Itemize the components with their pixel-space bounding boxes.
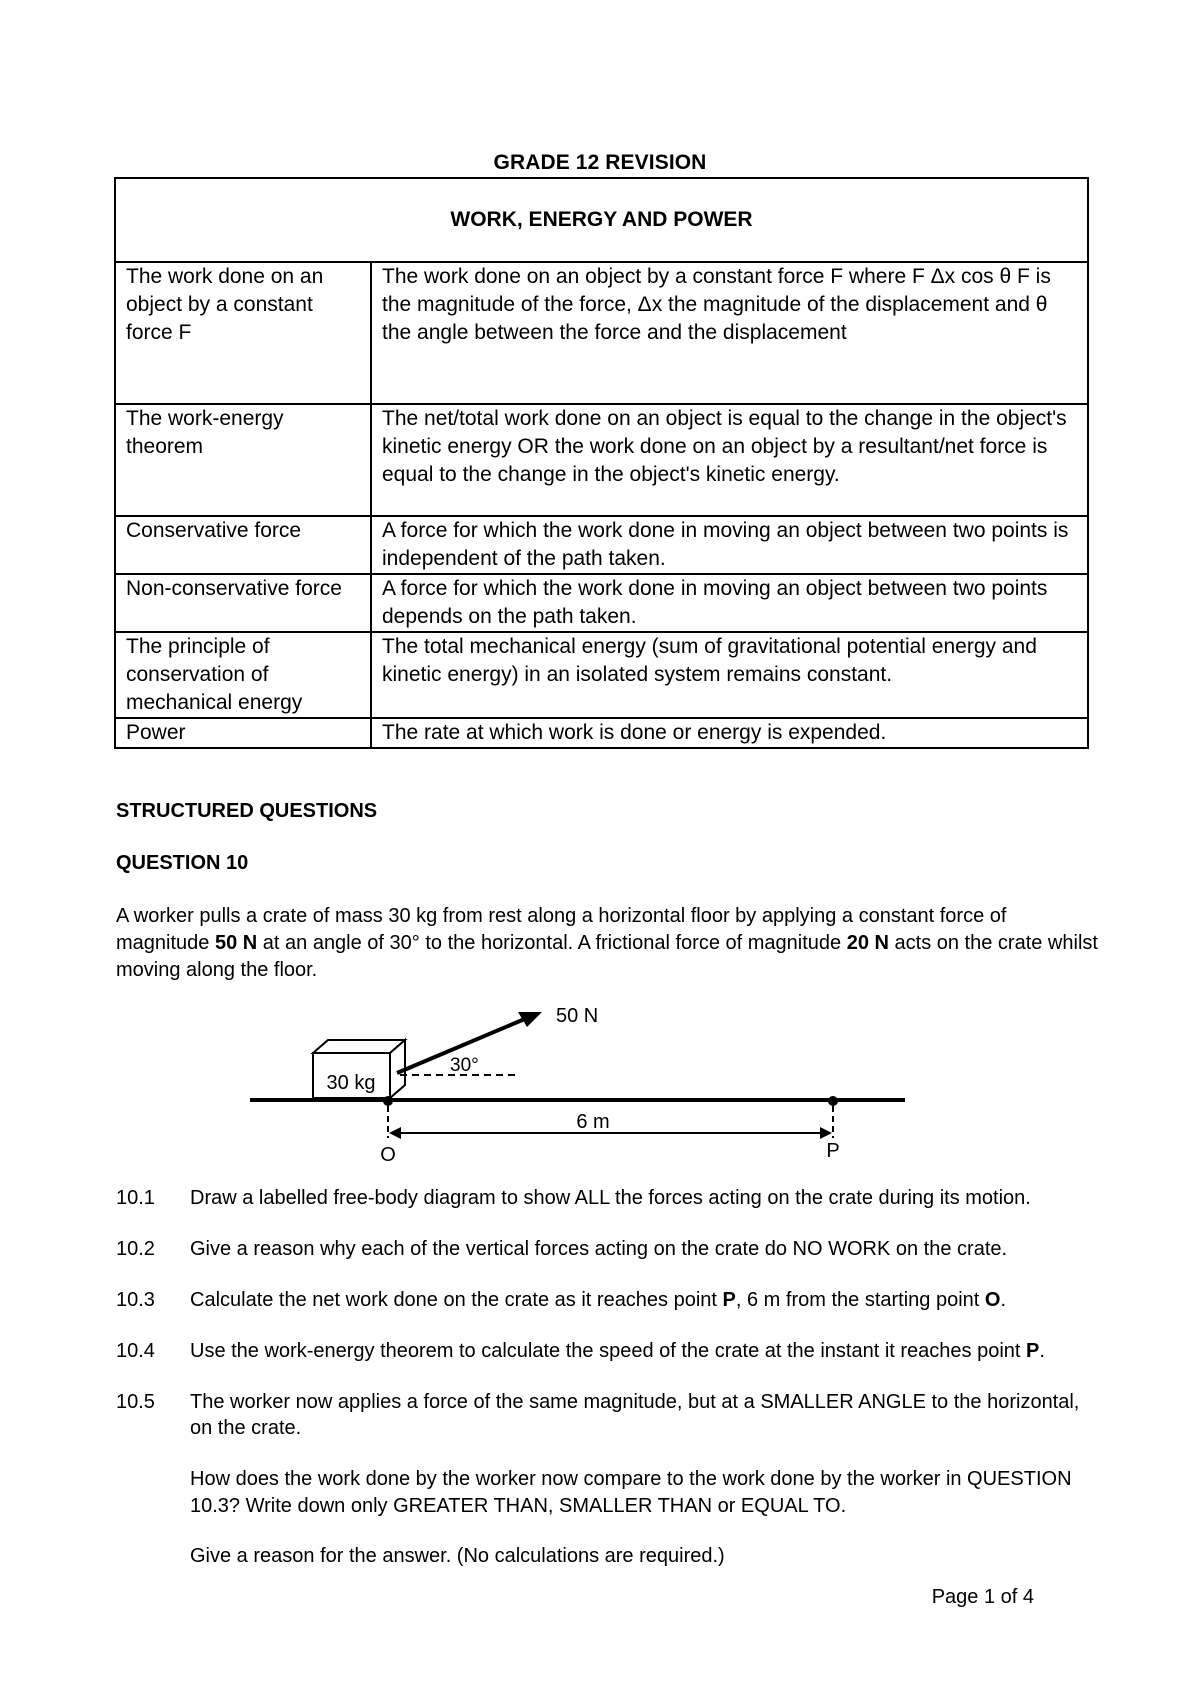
intro-text: at an angle of 30° to the horizontal. A frictional force of magnitude [257, 932, 847, 954]
table-row [115, 718, 1088, 748]
question-text-part: . [1000, 1289, 1007, 1311]
point-p-marker [828, 1096, 838, 1106]
crate-mass-label: 30 kg [326, 1072, 376, 1094]
term-cell: Power [115, 718, 371, 748]
distance-label: 6 m [576, 1111, 610, 1133]
intro-text: A worker pulls a crate of mass 30 kg from rest along a horizontal floor by applying a constant force of magnitude [116, 905, 1007, 954]
definition-cell: The rate at which work is done or energy is expended. [371, 718, 1088, 748]
table-header-row [115, 178, 1088, 262]
question-number: 10.1 [116, 1187, 155, 1209]
definition-cell: A force for which the work done in moving an object between two points is independent of the path taken. [371, 516, 1088, 574]
table-row [115, 404, 1088, 516]
point-p-label: P [826, 1140, 840, 1162]
definitions-table [114, 177, 1089, 749]
term-cell: The work-energy theorem [115, 404, 371, 516]
angle-label: 30° [450, 1055, 479, 1076]
term-cell: The principle of conservation of mechanical energy [115, 632, 371, 718]
question-item [116, 1236, 1096, 1262]
question-item [116, 1287, 1096, 1313]
question-text [190, 1287, 1096, 1313]
point-o-label: O [380, 1144, 396, 1166]
definition-cell: The work done on an object by a constant force F where F Δx cos θ F is the magnitude of the force, Δx the magnitude of the displacement and θ the angle between the force and the displacement [371, 262, 1088, 404]
table-row [115, 262, 1088, 404]
intro-bold-friction: 20 N [846, 932, 889, 954]
question-item [116, 1185, 1096, 1211]
table-row [115, 632, 1088, 718]
definition-cell: The total mechanical energy (sum of gravitational potential energy and kinetic energy) in an isolated system remains constant. [371, 632, 1088, 718]
question-text: The worker now applies a force of the same magnitude, but at a SMALLER ANGLE to the horizontal, on the crate. [190, 1391, 1080, 1439]
question-text [190, 1338, 1096, 1364]
question-item [116, 1389, 1096, 1441]
term-cell: The work done on an object by a constant force F [115, 262, 371, 404]
intro-text: acts on the crate whilst moving along the floor. [116, 932, 1098, 981]
table-heading: WORK, ENERGY AND POWER [115, 178, 1088, 262]
question-number: 10.4 [116, 1340, 155, 1362]
question-number: 10.2 [116, 1238, 155, 1260]
question-number: 10.3 [116, 1289, 155, 1311]
question-text: Give a reason why each of the vertical forces acting on the crate do NO WORK on the crate. [190, 1238, 1008, 1260]
definition-cell: The net/total work done on an object is equal to the change in the object's kinetic energy OR the work done on an object by a resultant/net force is equal to the change in the object's kinetic energy. [371, 404, 1088, 516]
question-text-part: Calculate the net work done on the crate as it reaches point [190, 1289, 723, 1311]
structured-questions-heading: STRUCTURED QUESTIONS [116, 800, 378, 822]
question-item [116, 1338, 1096, 1364]
question-text: Draw a labelled free-body diagram to show ALL the forces acting on the crate during its motion. [190, 1187, 1031, 1209]
point-p-bold: P [722, 1289, 736, 1311]
intro-bold-force: 50 N [214, 932, 258, 954]
point-o-marker [383, 1096, 393, 1106]
definition-cell: A force for which the work done in moving an object between two points depends on the path taken. [371, 574, 1088, 632]
question-text-part: , 6 m from the starting point [735, 1289, 985, 1311]
distance-arrow-left [389, 1127, 401, 1139]
question-number: 10.5 [116, 1391, 155, 1413]
sub-question-compare: How does the work done by the worker now compare to the work done by the worker in QUESTION 10.3? Write down only GREATER THAN, SMALLER THAN or EQUAL TO. [190, 1468, 1072, 1517]
term-cell: Non-conservative force [115, 574, 371, 632]
question-heading: QUESTION 10 [116, 852, 249, 874]
force-diagram [0, 990, 1200, 1170]
page-number: Page 1 of 4 [931, 1586, 1034, 1608]
point-p-bold: P [1026, 1340, 1040, 1362]
sub-question-reason: Give a reason for the answer. (No calculations are required.) [190, 1545, 725, 1567]
question-text-part: Use the work-energy theorem to calculate the speed of the crate at the instant it reaches point [190, 1340, 1027, 1362]
point-o-bold: O [984, 1289, 1001, 1311]
force-label: 50 N [556, 1005, 599, 1027]
distance-arrow-right [820, 1127, 832, 1139]
document-title: GRADE 12 REVISION [493, 151, 707, 174]
question-intro [116, 903, 1101, 984]
table-row [115, 574, 1088, 632]
term-cell: Conservative force [115, 516, 371, 574]
question-text-part: . [1039, 1340, 1045, 1362]
table-row [115, 516, 1088, 574]
